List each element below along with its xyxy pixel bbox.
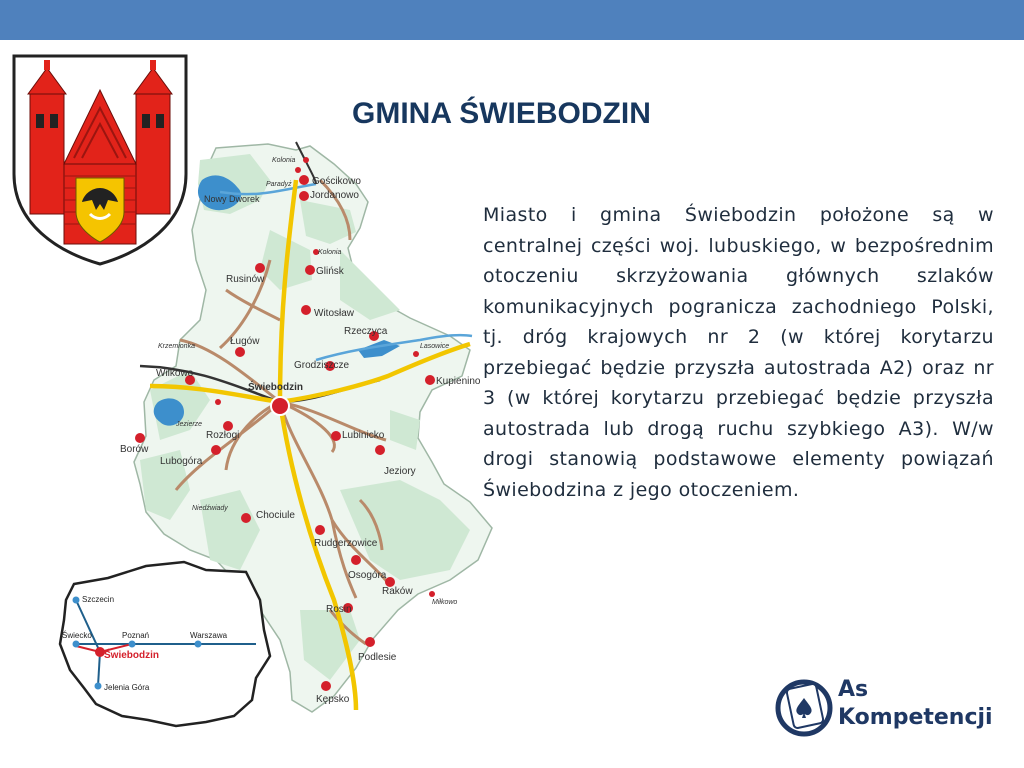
label-chociule: Chociule (256, 510, 295, 521)
label-kupienino: Kupienino (436, 376, 481, 387)
label-lezeniska: Lasowice (420, 343, 450, 350)
label-krzemionka: Krzemionka (158, 343, 195, 350)
label-lubinicko: Lubinicko (342, 430, 385, 441)
label-wilkowo: Wilkowo (156, 368, 194, 379)
description-paragraph: Miasto i gmina Świebodzin położone są w centralnej części woj. lubuskiego, w bezpośrednim otoczeniu skrzyżowania głównych szlaków komunikacyjnych pogranicza zachodniego Polski, tj. dróg krajowych nr 2 (w której korytarzu przebiegać będzie przyszła autostrada A2) oraz nr 3 (w której korytarzu przebiegać będzie przyszła autostrada lub drogą ruchu szybkiego A3). W/w drogi stanowią podstawowe elementy powiązań Świebodzina z jego otoczeniem. (483, 204, 994, 501)
logo-text (838, 676, 993, 732)
mini-label-szczecin: Szczecin (82, 595, 115, 604)
label-rusinow: Rusinów (226, 274, 265, 285)
label-jezierze: Jezierze (176, 421, 203, 428)
poland-inset-map (56, 560, 272, 730)
mini-label-jelenia-gora: Jelenia Góra (104, 683, 150, 692)
logo-line1: As (838, 677, 869, 702)
mini-label-poznan: Poznań (122, 631, 150, 640)
label-glinsk: Glińsk (316, 266, 344, 277)
top-bar (0, 0, 1024, 40)
label-swiebodzin: Świebodzin (248, 382, 303, 393)
label-borow: Borów (120, 444, 149, 455)
page-title: GMINA ŚWIEBODZIN (352, 97, 651, 130)
label-rakow: Raków (382, 586, 413, 597)
mini-label-swiebodzin: Świebodzin (104, 650, 159, 661)
label-grodziszcze: Grodziszcze (294, 360, 350, 371)
label-kepsko: Kępsko (316, 694, 350, 705)
label-rzeczyca: Rzeczyca (344, 326, 388, 337)
label-paradyz: Paradyż (266, 181, 292, 188)
label-rozlogi: Rozłogi (206, 430, 240, 441)
label-witoslaw: Witosław (314, 308, 355, 319)
logo-line2: Kompetencji (838, 705, 993, 730)
label-podlesie: Podlesie (358, 652, 397, 663)
mini-label-swiecko: Świecko (62, 631, 92, 640)
label-jeziory: Jeziory (384, 466, 416, 477)
label-jordanowo: Jordanowo (310, 190, 359, 201)
label-lubogora: Lubogóra (160, 456, 203, 467)
label-nowy-dworek: Nowy Dworek (204, 194, 260, 204)
label-milkowo: Miłkowo (432, 599, 458, 606)
mini-label-warszawa: Warszawa (190, 631, 228, 640)
label-kolonia1: Kolonia (272, 157, 296, 164)
label-kolonia2: Kolonia (318, 249, 342, 256)
label-lugow: Ługów (230, 336, 260, 347)
label-rosin: Rosin (326, 604, 352, 615)
label-niedzwiady: Niedźwiady (192, 505, 228, 512)
label-osogora: Osogóra (348, 570, 387, 581)
label-rudgerzowice: Rudgerzowice (314, 538, 378, 549)
label-goscikowo: Gościkowo (312, 176, 361, 187)
